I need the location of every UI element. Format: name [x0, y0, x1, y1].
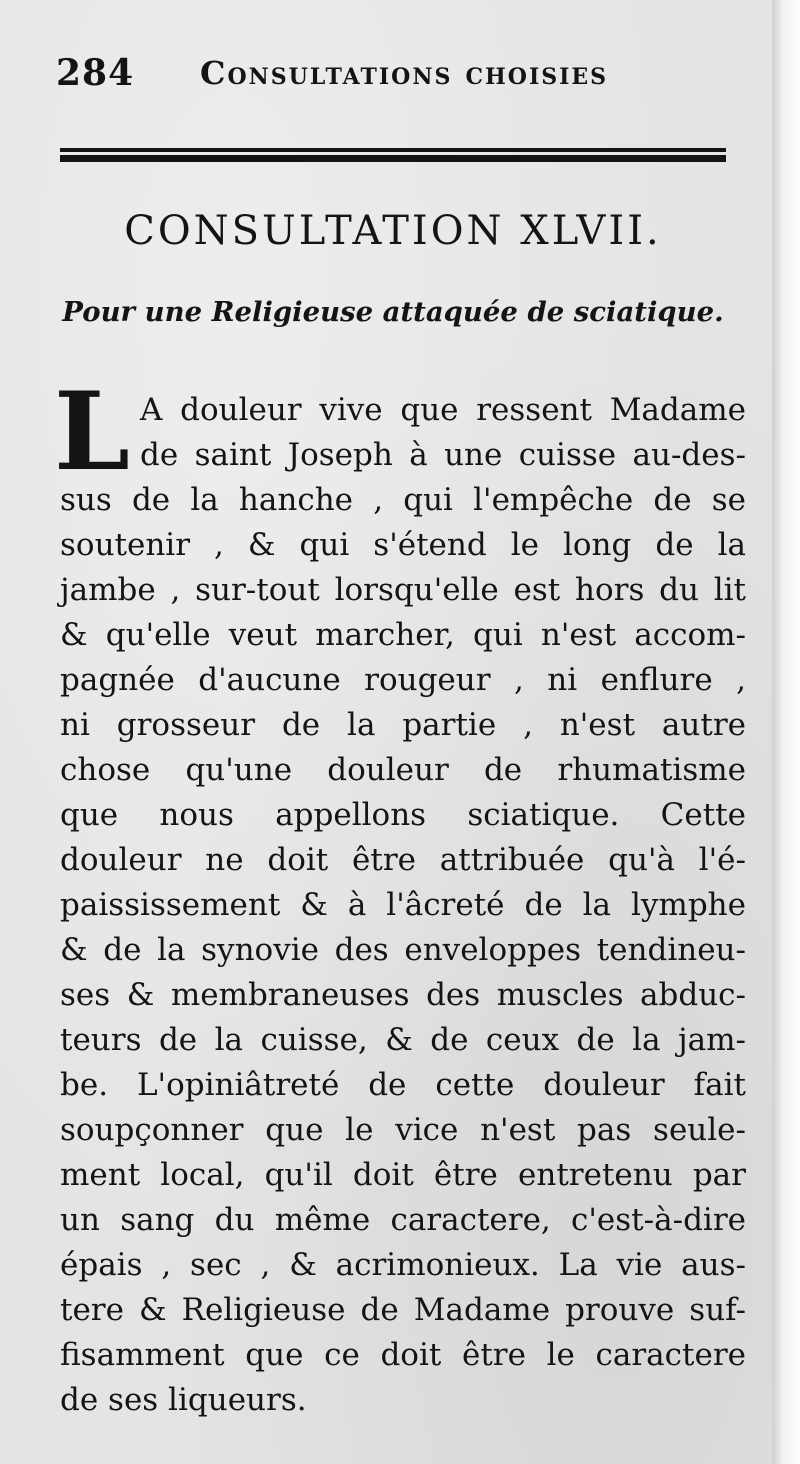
- text-line: un sang du même caractere, c'est-à-dire: [60, 1202, 746, 1238]
- text-line: ses & membraneuses des muscles abduc-: [60, 977, 746, 1013]
- text-line: A douleur vive que ressent Madame: [140, 392, 746, 428]
- drop-cap: L: [54, 369, 130, 495]
- text-line: pagnée d'aucune rougeur , ni enflure ,: [60, 662, 746, 698]
- text-line: tere & Religieuse de Madame prouve suf-: [60, 1292, 746, 1328]
- body-text: [54, 369, 746, 1423]
- text-line: be. L'opiniâtreté de cette douleur fait: [60, 1067, 746, 1103]
- text-line: chose qu'une douleur de rhumatisme: [60, 752, 746, 788]
- text-line: de saint Joseph à une cuisse au-des-: [140, 437, 746, 473]
- consultation-subheading: Pour une Religieuse attaquée de sciatique.: [62, 296, 724, 328]
- page-number: 284: [56, 52, 135, 94]
- consultation-heading: CONSULTATION XLVII.: [124, 208, 662, 254]
- text-line: soutenir , & qui s'étend le long de la: [60, 527, 746, 563]
- running-title: Consultations choisies: [200, 54, 609, 92]
- text-line: & qu'elle veut marcher, qui n'est accom-: [60, 617, 746, 653]
- text-line: ment local, qu'il doit être entretenu par: [60, 1157, 746, 1193]
- text-line: fisamment que ce doit être le caractere: [60, 1337, 746, 1373]
- text-line: ni grosseur de la partie , n'est autre: [60, 707, 746, 743]
- header-rule: [60, 148, 726, 162]
- text-line: épais , sec , & acrimonieux. La vie aus-: [60, 1247, 746, 1283]
- page-edge: [772, 0, 800, 1464]
- text-line: douleur ne doit être attribuée qu'à l'é-: [60, 842, 746, 878]
- running-head: [56, 48, 732, 100]
- text-line: de ses liqueurs.: [60, 1382, 307, 1418]
- text-line: soupçonner que le vice n'est pas seule-: [60, 1112, 746, 1148]
- text-line: que nous appellons sciatique. Cette: [60, 797, 746, 833]
- text-line: sus de la hanche , qui l'empêche de se: [60, 482, 746, 518]
- text-line: paississement & à l'âcreté de la lymphe: [60, 887, 746, 923]
- text-line: & de la synovie des enveloppes tendineu-: [60, 932, 746, 968]
- text-line: jambe , sur-tout lorsqu'elle est hors du lit: [60, 572, 746, 608]
- text-line: teurs de la cuisse, & de ceux de la jam-: [60, 1022, 746, 1058]
